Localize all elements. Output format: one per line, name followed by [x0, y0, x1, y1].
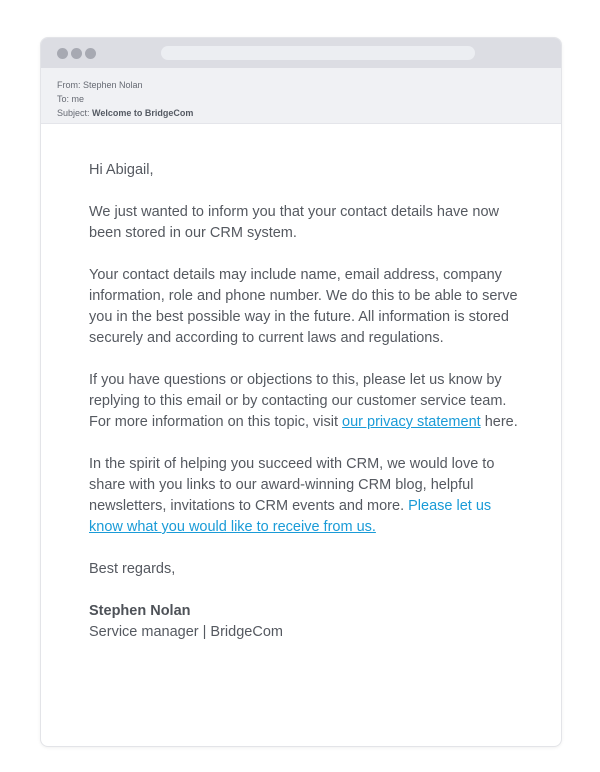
paragraph-details: Your contact details may include name, email address, company information, role and phone number. We do this to be able to serve you in the best possible way in the future. All information is stored securely and according to current laws and regulations.	[89, 267, 518, 346]
window-close-dot[interactable]	[57, 48, 68, 59]
greeting: Hi Abigail,	[89, 162, 154, 178]
to-value: me	[71, 94, 85, 104]
signature-name: Stephen Nolan	[89, 603, 191, 619]
signature	[89, 601, 525, 643]
address-bar[interactable]	[161, 46, 475, 60]
paragraph-questions-text: If you have questions or objections to this, please let us know by replying to this email or by contacting our customer service team. For more information on this topic, visit	[89, 372, 507, 430]
from-label: From:	[57, 80, 81, 90]
from-line	[57, 78, 561, 92]
to-label: To:	[57, 94, 70, 104]
paragraph-subscriptions	[89, 454, 525, 538]
paragraph-subscriptions-text: In the spirit of helping you succeed with CRM, we would love to share with you links to our award-winning CRM blog, helpful newsletters, invitations to CRM events and more.	[89, 456, 495, 514]
email-window	[40, 37, 562, 747]
window-titlebar	[41, 38, 561, 68]
paragraph-questions-tail: here.	[480, 414, 518, 430]
subject-label: Subject:	[57, 108, 90, 118]
closing: Best regards,	[89, 561, 176, 577]
window-minimize-dot[interactable]	[71, 48, 82, 59]
paragraph-questions	[89, 370, 525, 433]
preferences-link-lead[interactable]: Please let us	[408, 498, 492, 514]
email-headers	[41, 68, 561, 124]
signature-title: Service manager | BridgeCom	[89, 624, 283, 640]
subject-line	[57, 106, 561, 120]
paragraph-storage-notice: We just wanted to inform you that your contact details have now been stored in our CRM system.	[89, 204, 499, 241]
to-line	[57, 92, 561, 106]
subject-value: Welcome to BridgeCom	[92, 108, 194, 118]
email-body	[41, 124, 561, 643]
window-maximize-dot[interactable]	[85, 48, 96, 59]
privacy-statement-link[interactable]: our privacy statement	[342, 414, 481, 430]
preferences-link[interactable]: know what you would like to receive from us.	[89, 519, 376, 535]
from-value: Stephen Nolan	[83, 80, 143, 90]
